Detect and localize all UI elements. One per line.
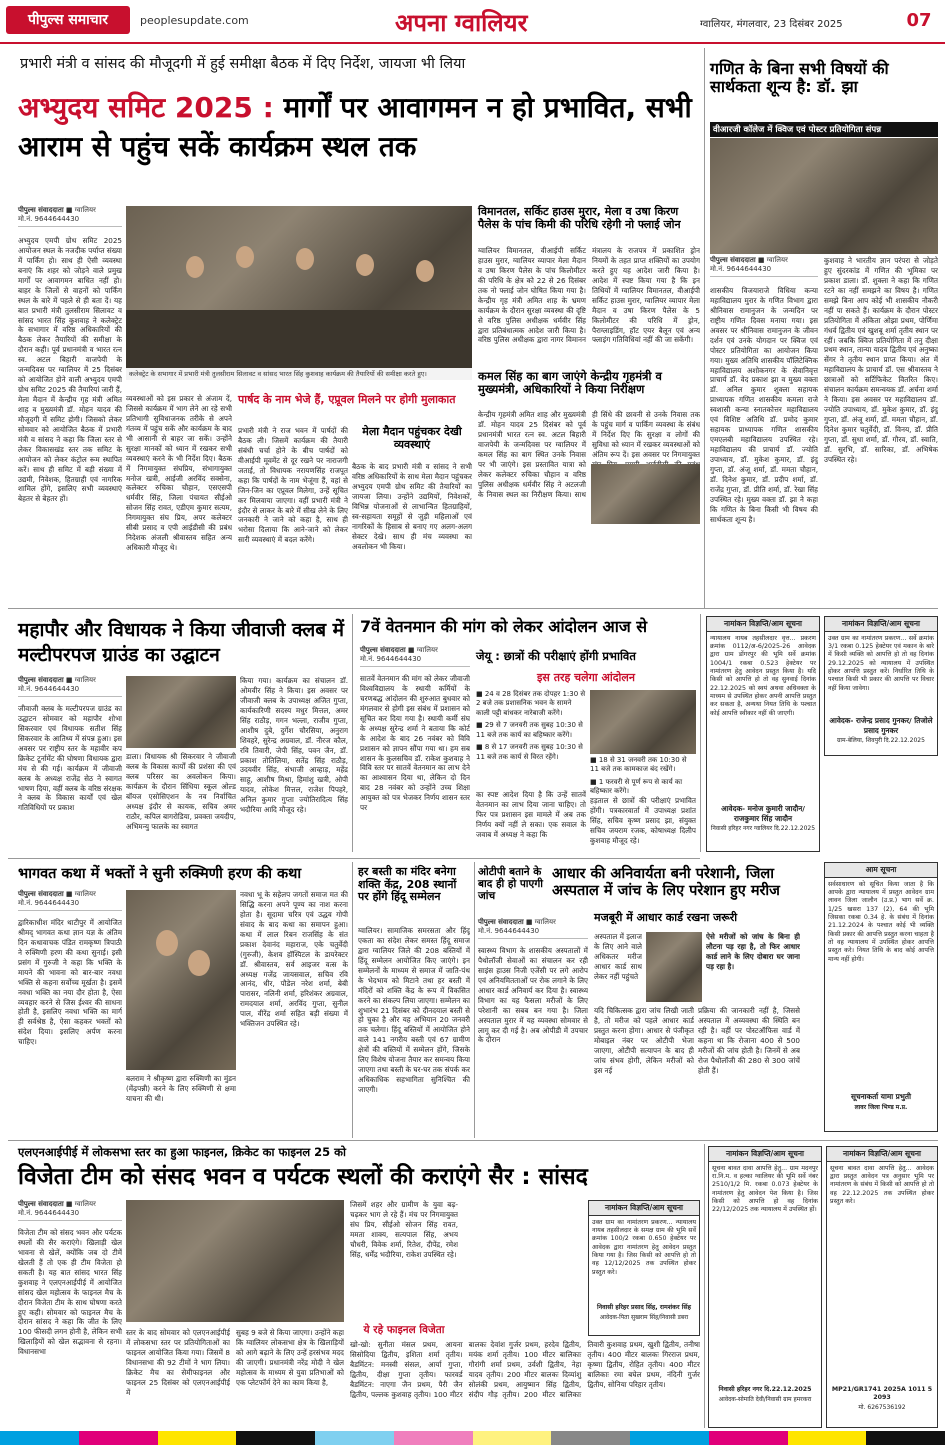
notice-bottom-1 bbox=[588, 1200, 700, 1336]
vetan-body: सातवें वेतनमान की मांग को लेकर जीवाजी विश्वविद्यालय के स्थायी कर्मियों के चरणबद्ध आंदोलन की शुरुआत बुधवार को मंगलवार से होगी इस संबंध में प्रशासन को सूचित कर दिया गया है। स्थायी कर्मी संघ के अध्यक्ष सुरेन्द्र शर्मा ने बताया कि कोर्ट के आदेश के बाद 26 नवंबर को विवि प्रशासन को ज्ञापन सौंपा गया था। हम सब शासन के कुलसचिव डॉ. राकेश कुशवाह ने विवि स्तर पर सातवें वेतनमान का लाभ देने का आश्वासन दिया था, लेकिन दो दिन बाद 28 नवंबर को उन्होंने उच्च शिक्षा आयुक्त को पत्र भेजकर निर्णय शासन स्तर पर bbox=[360, 674, 470, 813]
cricket-body-3: सुबह 9 बजे से किया जाएगा। उन्होंने कहा कि ग्वालियर लोकसभा क्षेत्र के खिलाड़ियों को आगे बढ़ाने के लिए उन्हें हरसंभव मदद की जाएगी। प्रधानमंत्री नरेंद्र मोदी ने खेल महोत्सव के माध्यम से युवा प्रतिभाओं को एक प्लेटफॉर्म देने का काम किया है, bbox=[236, 1328, 344, 1387]
aadhaar-photo bbox=[646, 932, 702, 1002]
hindu-title: हर बस्ती का मंदिर बनेगा शक्ति केंद्र, 208 स्थानों पर होंगे हिंदू सम्मेलन bbox=[358, 865, 457, 904]
section-title: अपना ग्वालियर bbox=[395, 9, 528, 37]
lead-sub1-body: प्रभारी मंत्री ने राज भवन में पार्षदों की बैठक ली। जिसमें कार्यक्रम की तैयारी संबंधी चर्चा होने के बीच पार्षदों को वीआईपी मूवमेंट से दूर रखने पर नाराजगी जताई, तो विधायक नरायणसिंह राजपूत कहा कि पार्षदों के नाम भेजूंगा हैं, वहां से जिन-जिन का एप्रूवल मिलेगा, उन्हें सूचित कर मिलवाया जाएगा। वहीं प्रभारी मंत्री ने इंदौर से लाकर के बारे में सीख लेने के लिए जनकारी ने जाने को कहा है, साथ ही भरोसा दिलाया कि आने-जाने को लेकर सारी व्यवस्थाएं में बदल करेंगे। bbox=[238, 426, 348, 545]
bhagwat-photo-caption: बलराम ने श्रीकृष्ण द्वारा रुक्मिणी का मुंडन (मेंढ़पन्नी) करने के लिए रुक्मिणी से क्षमा याचना की थी। bbox=[126, 1074, 236, 1103]
lead-sub1-title: पार्षद के नाम भेजे हैं, एप्रूवल मिलने पर होगी मुलाकात bbox=[238, 393, 456, 406]
vetan-plan-list-2 bbox=[590, 756, 696, 797]
cricket-photo bbox=[126, 1200, 344, 1322]
page-number: 07 bbox=[906, 10, 932, 31]
jiwaji-byline: पीपुल्स संवाददाता ■ ग्वालियर मो.नं. 9644644430 bbox=[18, 676, 122, 700]
aadhaar-title: आधार की अनिवार्यता बनी परेशानी, जिला अस्पताल में जांच के लिए परेशान हुए मरीज bbox=[552, 866, 780, 899]
notice-footer: ग्राम-बेलिया, शिवपुरी दि.22.12.2025 bbox=[837, 737, 925, 745]
aadhaar-photo-caption: अस्पताल में इलाज के लिए आने वाले अधिकतर मरीज आधार कार्ड साथ लेकर नहीं पहुंचते bbox=[594, 932, 642, 981]
bhagwat-title: भागवत कथा में भक्तों ने सुनी रुक्मिणी हरण की कथा bbox=[18, 866, 302, 882]
notice-title: नामांकन विज्ञप्ति/आम सूचना bbox=[709, 1147, 821, 1162]
ganit-photo bbox=[710, 138, 938, 254]
vetan-plan-item: ■ 18 से 31 जनवरी तक 10:30 से 11 बजे तक कामकाज बंद रखेंगे। bbox=[590, 756, 687, 774]
lead-photo-caption: कलेक्ट्रेट के सभागार में प्रभारी मंत्री तुलसीराम सिलावट व सांसद भारत सिंह कुशवाह कार्यक्रम की तैयारियों की समीक्षा करते हुए। bbox=[126, 368, 472, 380]
bhagwat-byline: पीपुल्स संवाददाता ■ ग्वालियर मो.नं. 9644644430 bbox=[18, 890, 122, 914]
ganit-byline: पीपुल्स संवाददाता ■ ग्वालियर मो.नं. 9644644430 bbox=[710, 256, 818, 280]
vetan-body-3: हड़ताल से छात्रों की परीक्षाएं प्रभावित होंगी। पत्रकारवार्ता में उपाध्यक्ष प्रशांत सिंह, सचिव कृष्ण प्रसाद झा, संयुक्त सचिव जयराम रजक, कोषाध्यक्ष दिलीप कुशवाह मौजूद रहे। bbox=[590, 796, 696, 845]
notice-footer: आवेदक-पिता सुखराम सिंह/निवासी डबरा bbox=[599, 1314, 689, 1322]
cricket-body-4: जिसमें शहर और ग्रामीण के युवा बढ़-चढ़कर भाग ले रहे हैं। मंच पर निगमायुक्त संघ प्रिय, सीईओ सोजन सिंह रावत, ममता शाक्य, सत्यपाल सिंह, अभय चौधरी, विवेक शर्मा, रितेश, दीपेंद्र, रमेश सिंह, धर्मेंद्र भदौरिया, राकेश उपस्थित रहे। bbox=[350, 1200, 458, 1259]
notice-signature: आवेदक- मनोज कुमारी जादौन/ राजकुमार सिंह जादौन bbox=[721, 803, 805, 823]
cricket-kicker: एलएनआईपीई में लोकसभा स्तर का हुआ फाइनल, क्रिकेट का फाइनल 25 को bbox=[18, 1145, 346, 1159]
vetan-subtitle: जेयू : छात्रों की परीक्षाएं होंगी प्रभावित bbox=[476, 649, 636, 663]
bhagwat-photo bbox=[126, 890, 236, 1070]
notice-footer: लावर जिला भिण्ड म.प्र. bbox=[854, 1103, 908, 1111]
aadhaar-body: स्वास्थ्य विभाग के शासकीय अस्पतालों में पैथोलॉजी सेवाओं का संचालन कर रही साइंस हाउस निजी एजेंसी पर लगे आरोप एवं अनियमितताओं पर रोक लगाने के लिए आधार कार्ड अनिवार्य कर दिया है। स्वास्थ्य विभाग का यह फैसला मरीजों के लिए परेशानी का सबब बन गया है। जिला अस्पताल मुरार में यह व्यवस्था सोमवार से लागू कर दी गई है। अब ओपीडी में उपचार के दौरान bbox=[478, 946, 588, 1045]
notice-bottom-3 bbox=[826, 1146, 938, 1428]
ganit-body-2: कुशवाह ने भारतीय ज्ञान परंपरा से जोड़ते हुए सुंदरकांड में गणित की भूमिका पर प्रकाश डाला। डॉ. शुक्ला ने कहा कि गणित रटने का नहीं समझने का विषय है। गणित समझे बिना आप कोई भी शासकीय नौकरी नहीं पा सकते हैं। कार्यक्रम के दौरान पोस्टर प्रतियोगिता में अंकिता ओझा प्रथम, पोर्णिमा गंधर्व द्वितीय एवं खुशबू शर्मा तृतीय स्थान पर रहीं। जबकि क्विज प्रतियोगिता में तनु दीक्षा प्रथम स्थान, तान्या यादव द्वितीय एवं अनुष्का सेंगर ने तृतीय स्थान प्राप्त किया। अंत में महाविद्यालय के प्राचार्य डॉ. एस श्रीवास्तव ने छात्राओं को सर्टिफिकेट वितरित किए। संचालन कार्यक्रम समन्वयक डॉ. अर्चना शर्मा ने किया। इस अवसर पर महाविद्यालय डॉ. ज्योति उपाध्याय, डॉ. मुकेश कुमार, डॉ. इंदु गुप्ता, डॉ. अंजू शर्मा, डॉ. ममता चौहान, डॉ. दिनेश कुमार चतुर्वेदी, डॉ. विनय, डॉ. प्रीति गुप्ता, डॉ. सुधा शर्मा, डॉ. गौरव, डॉ. स्वाति, डॉ. सुरभि, डॉ. सारिका, डॉ. अभिषेक उपस्थित रहे। bbox=[824, 256, 938, 464]
notice-title: नामांकन विज्ञप्ति/आम सूचना bbox=[707, 617, 819, 632]
website-link[interactable]: peoplesupdate.com bbox=[140, 14, 249, 27]
notice-title: नामांकन विज्ञप्ति/आम सूचना bbox=[827, 1147, 937, 1162]
vetan-plan-item: ■ 8 से 17 जनवरी तक सुबह 10:30 से 11 बजे तक कार्य से विरत रहेंगे। bbox=[476, 743, 583, 761]
aadhaar-body-3: प्रक्रिया की जानकारी नहीं है, जिससे अस्पताल में अव्यवस्था की स्थिति बन रही है। वहीं पर पोस्टऑफिस वार्ड में कहना था कि रोजाना 400 से 500 मरीजों की जांच होती है। जिनमें से अब रोज पैथोलॉजी की 280 से 300 जांचें होती हैं। bbox=[698, 1006, 800, 1075]
cricket-body: विजेता टीम को संसद भवन और पर्यटक स्थलों की सैर कराएंगे। खिलाड़ी खेल भावना से खेलें, क्योंकि जब दो टीमें खेलती हैं तो एक ही टीम विजेता हो सकती है। यह बात सांसद भारत सिंह कुशवाह ने एलएनआईपीई में आयोजित सांसद खेल महोत्सव के फाइनल मैच के दौरान विजेता टीम के साथ घोषणा करते हुए कही। सोमवार को फाइनल मैच के दौरान सांसद ने कहा कि जीत के लिए 100 फीसदी लगन होनी है, लेकिन सभी खिलाड़ियों को खेल सद्भावना से रहना। विधानसभा bbox=[18, 1228, 122, 1357]
ganit-subtitle: वीआरजी कॉलेज में क्विज एवं पोस्टर प्रतियोगिता संपन्न bbox=[710, 122, 938, 137]
notice-body: उक्त ग्राम का नामांतरण प्रकरण... सर्वे क्रमांक 3/1 रकबा 0.125 हेक्टेयर एवं मकान के बारे में किसी व्यक्ति को आपत्ति हो तो वह दिनांक 29.12.2025 को न्यायालय में उपस्थित होकर आपत्ति प्रस्तुत करें। निर्धारित तिथि के पश्चात किसी भी प्रकार की आपत्ति पर विचार नहीं किया जावेगा। bbox=[828, 634, 934, 692]
notice-body: उक्त ग्राम का नामांतरण प्रकरण... न्यायालय नायब तहसीलदार के समक्ष ग्राम की भूमि सर्वे क्रमांक 100/2 रकबा 0.650 हेक्टेयर पर आवेदक द्वारा नामांतरण हेतु आवेदन प्रस्तुत किया गया है। जिस किसी को आपत्ति हो तो वह 12/12/2025 तक उपस्थित होकर प्रस्तुत करे। bbox=[592, 1218, 696, 1276]
cricket-body-2: स्तर के बाद सोमवार को एलएनआईपीई में लोकसभा स्तर पर प्रतियोगिताओं का फाइनल आयोजित किया गया। जिसमें 8 विधानसभा की 92 टीमों ने भाग लिया। क्रिकेट मैच का सेमीफाइनल और फाइनल 25 दिसंबर को एलएनआईपीई में bbox=[126, 1328, 230, 1397]
bhagwat-body: द्वारिकाधीश मंदिर थाटीपुर में आयोजित श्रीमद् भागवत कथा ज्ञान यज्ञ के अंतिम दिन कथावाचक पंडित रामकृष्ण त्रिपाठी ने रुक्मिणी हरण की कथा सुनाई। इसी प्रसंग में गुरुजी ने कहा कि भक्ति के मायने की भावना को बार-बार नवधा भक्ति से कहना सर्वोच्च मूर्खता है। इसमें नवधा भक्ति का नया दौर होता है, ऐसा व्यवहार करने से जिस ईश्वर की साधना होती है, इसलिए नवधा भक्ति का मार्ग ही सर्वश्रेष्ठ है, ऐसा कहकर भक्तों को संदेश दिया। इसलिए अर्पण करना चाहिए। bbox=[18, 918, 122, 1047]
lead-sub1 bbox=[238, 394, 472, 410]
lead-headline-black: मार्गों पर आवागमन न हो प्रभावित, सभी आराम से पहुंच सकें कार्यक्रम स्थल तक bbox=[18, 91, 692, 164]
masthead bbox=[0, 0, 945, 44]
jiwaji-photo-caption: डाला। विधायक श्री सिकरवार ने जीवाजी क्लब के विकास कार्यों की प्रशंसा की एवं क्लब परिसर का अवलोकन किया। कार्यक्रम के दौरान सिंधिया स्कूल ओल्ड बॉयज एसोसिएशन के नव निर्वाचित अध्यक्ष इंदौर से कायक, सचिव अमर राठौर, कपिल बागरोडिया, प्रवक्ता जयदीप, अभिमन्यु फालके का स्वागत bbox=[126, 752, 236, 831]
nofly-body: ग्वालियर विमानतल, वीआईपी सर्किट हाउस मुरार, ग्वालियर व्यापार मेला मैदान व उषा किरण पैलेस के पांच किलोमीटर की परिधि के क्षेत्र को 22 से 26 दिसंबर तक नो फ्लाई जोन घोषित किया गया है। केन्द्रीय गृह मंत्री अमित शाह के भ्रमण कार्यक्रम के दौरान सुरक्षा व्यवस्था की दृष्टि से वरिष्ठ पुलिस अधीक्षक धर्मवीर सिंह द्वारा प्रतिबंधात्मक आदेश जारी किया है। वरिष्ठ पुलिस अधीक्षक द्वारा नागर विमानन मंत्रालय के राजपत्र में प्रकाशित ड्रोन नियमों के तहत प्राप्त शक्तियों का उपयोग करते हुए यह आदेश जारी किया है। आदेश में स्पष्ट किया गया है कि इन तिथियों में ग्वालियर विमानतल, वीआईपी सर्किट हाउस मुरार, ग्वालियर व्यापार मेला मैदान व उषा किरण पैलेस के 5 किलोमीटर की परिधि में ड्रोन, पैराग्लाइडिंग, हॉट एयर बैलून एवं अन्य फ्लाइंग गतिविधियां नहीं की जा सकेंगी। bbox=[478, 246, 700, 345]
notice-title: नामांकन विज्ञप्ति/आम सूचना bbox=[589, 1201, 699, 1216]
vetan-photo bbox=[590, 690, 696, 754]
aadhaar-byline: पीपुल्स संवाददाता ■ ग्वालियर मो.नं. 9644644430 bbox=[478, 918, 588, 942]
notice-body: न्यायालय नायब तहसीलदार वृत्त... प्रकरण क्रमांक 0112/अ-6/2025-26 आवेदक द्वारा ग्राम डोंगरपुर की भूमि सर्वे क्रमांक 1004/1 रकबा 0.523 हेक्टेयर पर नामांतरण हेतु आवेदन प्रस्तुत किया है। यदि किसी को आपत्ति हो तो वह सुनवाई दिनांक 22.12.2025 को स्वयं अथवा अधिवक्ता के माध्यम से उपस्थित होकर अपनी आपत्ति प्रस्तुत कर सकता है, अन्यथा नियत तिथि के पश्चात कोई आपत्ति स्वीकार नहीं की जाएगी। bbox=[710, 634, 816, 717]
paper-logo: पीपुल्स समाचार bbox=[6, 6, 130, 34]
lead-kicker: प्रभारी मंत्री व सांसद की मौजूदगी में हुई समीक्षा बैठक में दिए निर्देश, जायजा भी लिया bbox=[20, 56, 466, 72]
otp-title: ओटीपी बताने के बाद ही हो पाएगी जांच bbox=[478, 866, 543, 903]
vetan-plan-item: ■ 1 फरवरी से पूर्ण रूप से कार्य का बहिष्कार करेंगे। bbox=[590, 777, 683, 796]
vetan-plan-list bbox=[476, 690, 586, 765]
kamal-photo bbox=[591, 464, 700, 524]
jiwaji-body: जीवाजी क्लब के मल्टीपरपज ग्राउंड का उद्घाटन सोमवार को महापौर शोभा सिकरवार एवं विधायक सतीश सिंह सिकरवार के आतिथ्य में संपन्न हुआ। इस अवसर पर राष्ट्रीय स्तर के महावीर कप क्रिकेट टूर्नामेंट की घोषणा विधायक द्वारा मंच से की गई। कार्यक्रम में जीवाजी क्लब के अध्यक्ष राजेंद्र सेठ ने स्वागत भाषण दिया, वहीं क्लब के वरिष्ठ संरक्षक ने क्लब के विकास कार्यों एवं खेल गतिविधियों पर प्रकाश bbox=[18, 704, 122, 813]
notice-title: आम सूचना bbox=[825, 863, 937, 878]
cricket-byline: पीपुल्स संवाददाता ■ ग्वालियर मो.नं. 9644644430 bbox=[18, 1200, 122, 1224]
aadhaar-quote: ऐसे मरीजों को जांच के बिना ही लौटना पड़ रहा है, तो फिर आधार कार्ड लाने के लिए दोबारा घर जाना पड़ रहा है। bbox=[706, 932, 800, 971]
jiwaji-photo bbox=[126, 676, 236, 748]
notice-footer: निवासी हरिहर नगर ग्वालियर दि.22.12.2025 bbox=[710, 825, 816, 833]
vetan-plan-item: ■ 29 से 7 जनवरी तक सुबह 10:30 से 11 बजे तक कार्य का बहिष्कार करेंगे। bbox=[476, 721, 583, 739]
lead-headline bbox=[18, 88, 703, 166]
jiwaji-body-2: किया गया। कार्यक्रम का संचालन डॉ. ओमवीर सिंह ने किया। इस अवसर पर जीवाजी क्लब के उपाध्यक्ष अजित गुप्ता, कार्यकारिणी सदस्य मधुर मित्तल, अमर सिंह राठौड़, गगन भल्ला, राजीव गुप्ता, आशीष दुबे, दुर्गेश चौरसिया, अनुराग शिवहरे, सुरेन्द्र अग्रवाल, डॉ. नीरज कौल, रवि तिवारी, जेपी सिंह, पवन जैन, डॉ. प्रकाश तोतिलिया, सतेंद्र सिंह राठौड़, उदयवीर सिंह, संभाजी आव्हाड़, महेंद्र साहू, आशीष मिश्रा, हिमांशु खत्री, ओपी यादव, लोकेश मित्तल, राजेश पिपहरे, अनिल कुमार गुप्ता ज्योतिरादित्य सिंह भदौरिया आदि मौजूद रहे। bbox=[240, 676, 348, 815]
vetan-body-2: का स्पष्ट आदेश दिया है कि उन्हें सातवें वेतनमान का लाभ दिया जाना चाहिए। तो फिर पत्र प्रशासन इस मामले में अब तक निर्णय क्यों नहीं ले सका। एक सवाल के जवाब में अध्यक्ष ने कहा कि bbox=[476, 790, 586, 839]
notice-signature: MP21/GR1741 2025A 1011 5 2093 bbox=[831, 1385, 933, 1402]
dateline: ग्वालियर, मंगलवार, 23 दिसंबर 2025 bbox=[700, 19, 843, 30]
kamal-title: कमल सिंह का बाग जाएंगे केन्द्रीय गृहमंत्री व मुख्यमंत्री, अधिकारियों ने किया निरीक्षण bbox=[478, 369, 662, 397]
lead-sub2-body: बैठक के बाद प्रभारी मंत्री व सांसद ने सभी वरिष्ठ अधिकारियों के साथ मेला मैदान पहुंचकर अभ्युदय एमपी ग्रोथ समिट की तैयारियों का जायजा लिया। उन्होंने उद्यमियों, निवेशकों, विभिन्न योजनाओं से लाभान्वित हितग्राहियों, स्व-सहायता समूहों से जुड़ी महिलाओं एवं नागरिकों के हिसाब से बनाए गए अलग-अलग सेक्टर देखे। साथ ही मंच व्यवस्था का अवलोकन भी किया। bbox=[352, 462, 472, 551]
kamal-body: केन्द्रीय गृहमंत्री अमित शाह और मुख्यमंत्री डॉ. मोहन यादव 25 दिसंबर को पूर्व प्रधानमंत्री भारत रत्न स्व. अटल बिहारी वाजपेयी के जन्मदिवस पर ग्वालियर में कमल सिंह का बाग स्थित उनके निवास पर भी जाएंगे। इस प्रस्तावित यात्रा को लेकर कलेक्टर रुचिका चौहान व वरिष्ठ पुलिस अधीक्षक धर्मवीर सिंह ने अटलजी के निवास स्थल का निरीक्षण किया। साथ ही सिंधे की छावनी से उनके निवास तक के पहुंच मार्ग व पार्किंग व्यवस्था के संबंध में निर्देश दिए कि सुरक्षा व लोगों की सुविधा को ध्यान में रखकर व्यवस्थाओं को अंतिम रूप दें। इस अवसर पर निगमायुक्त bbox=[478, 410, 700, 499]
cricket-headline: विजेता टीम को संसद भवन व पर्यटक स्थलों की कराएंगे सैर : सांसद bbox=[18, 1164, 588, 1190]
lead-body-2: व्यवस्थाओं को इस प्रकार से अंजाम दें, जिससे कार्यक्रम में भाग लेने आ रहे सभी प्रतिभागी सुविधाजनक तरीके से अपने गंतव्य में पहुंच सकें और कार्यक्रम के बाद भी आसानी से बाहर जा सकें। उन्होंने सुरक्षा मानकों को ध्यान में रखकर सभी व्यवस्थाएं करने के भी निर्देश दिए। बैठक में निगमायुक्त संघप्रिय, संभागायुक्त मनोज खत्री, आईजी अरविंद सक्सेना, कलेक्टर रुचिका चौहान, एसएसपी धर्मवीर सिंह, जिला पंचायत सीईओ सोजन सिंह रावत, एडीएम कुमार सत्यम, निगमायुक्त संघ प्रिय, अपर कलेक्टर सीबी प्रसाद व एपी आईडीसी की प्रबंध निदेशक अंजली श्रीवास्तव सहित अन्य अधिकारी मौजूद थे। bbox=[126, 394, 232, 553]
aadhaar-body-2: यदि चिकित्सक द्वारा जांच लिखी जाती है, तो मरीज को पहले आधार कार्ड प्रस्तुत करना होगा। आधार से पंजीकृत मोबाइल नंबर पर ओटीपी भेजा जाएगा, ओटीपी सत्यापन के बाद ही जांच संभव होगी, लेकिन मरीजों को इस नई bbox=[594, 1006, 694, 1075]
lead-headline-red: अभ्युदय समिट 2025 : bbox=[18, 91, 274, 124]
lead-photo bbox=[126, 206, 472, 368]
notice-signature: आवेदक- राजेन्द्र प्रसाद गुनकर/ तिजोले प्रसाद गुनकर bbox=[829, 715, 933, 735]
notice-title: नामांकन विज्ञप्ति/आम सूचना bbox=[825, 617, 937, 632]
notice-body: सर्वसाधारण को सूचित किया जाता है कि आपके द्वारा न्यायालय में प्रस्तुत आवेदन ग्राम लावन जिला जालौन (उ.प्र.) भाग सर्वे क्र. 1/25 खसरा 137 (2), 64 की भूमि जिसका रकबा 0.34 हे. के संबंध में दिनांक 21.12.2024 के पश्चात कोई भी व्यक्ति किसी प्रकार की आपत्ति प्रस्तुत करना चाहता है तो वह न्यायालय में उपस्थित होकर आपत्ति प्रस्तुत करे। नियत तिथि के बाद कोई आपत्ति मान्य नहीं होगी। bbox=[828, 880, 934, 963]
ganit-body: शासकीय विजयाराजे विधिया कन्या महाविद्यालय मुरार के गणित विभाग द्वारा श्रीनिवास रामानुजन के जन्मदिन पर राष्ट्रीय गणित दिवस मनाया गया। इस अवसर पर श्रीनिवास रामानुजन के जीवन दर्शन एवं उनके योगदान पर क्विज एवं पोस्टर प्रतियोगिता का आयोजन किया गया। मुख्य अतिथि शासकीय पॉलिटेक्निक महाविद्यालय अशोकनगर के सेवानिवृत्त प्राचार्य डॉ. वेद प्रकाश झा व मुख्य वक्ता डॉ. अनिल कुमार शुक्ला सहायक प्राध्यापक गणित शासकीय कमला राजे स्वशासी कन्या स्नातकोत्तर महाविद्यालय एवं विशिष्ट अतिथि डॉ. प्रमोद कुमार सहायक प्राध्यापक गणित शासकीय एमएलबी महाविद्यालय उपस्थित रहे। महाविद्यालय की प्राचार्य डॉ. ज्योति उपाध्याय, डॉ. मुकेश कुमार, डॉ. इंदु गुप्ता, डॉ. अंजू शर्मा, डॉ. ममता चौहान, डॉ. दिनेश कुमार, डॉ. प्रदीप शर्मा, डॉ. राजेंद्र गुप्ता, डॉ. प्रीति शर्मा, डॉ. रेखा सिंह उपस्थित रहे। मुख्य वक्ता डॉ. झा ने कहा कि गणित के बिना किसी भी विषय की सार्थकता शून्य है। bbox=[710, 286, 818, 524]
notice-footer: आवेदक-सोमाति देवी/निवासी ग्राम हमरकरा bbox=[718, 1396, 812, 1404]
ganit-title: गणित के बिना सभी विषयों की सार्थकता शून्य है: डॉ. झा bbox=[710, 59, 889, 97]
notice-body: सूचना बावत दावा आपत्ति हेतु... ग्राम मदनपुर रा.नि.म. व हल्का ग्वालियर की भूमि सर्वे नंबर 2510/1/2 मि. रकबा 0.073 हेक्टेयर के नामांतरण हेतु आवेदन पेश किया है। जिस किसी को आपत्ति हो वह दिनांक 22/12/2025 तक न्यायालय में उपस्थित हों। bbox=[712, 1164, 818, 1214]
bhagwat-body-2: नवधा भू के सहेलप जगतों समाज मत की सिद्धि करना अपने पूण्य का नाश करना होता है। सूदामा चरित्र एवं उद्धव गोपी संवाद के बाद कथा का समापन हुआ। कथा में लाल रिबन राजसिंह के संत प्रकाश देवानंद महाराज, एके चतुर्वेदी (गुरुजी), केशव हॉस्पिटल के डायरेक्टर डॉ. श्रीवास्तव, सर्व आइजर वत्स के अध्यक्ष गजेंद्र जायसवाल, सचिव रवि आनंद, धीर, पौडेल नरेश शर्मा, बेबी पारासर, नलिनी शर्मा, हरिशंकर अग्रवाल, रामदयाल शर्मा, अरविंद गुप्ता, सुनील पाल, वीरेंद्र शर्मा सहित बड़ी संख्या में भक्तिजन उपस्थित रहे। bbox=[240, 890, 348, 1029]
lead-sub2-title: मेला मैदान पहुंचकर देखी व्यवस्थाएं bbox=[362, 425, 462, 451]
notice-signature: निवासी हरिहर प्रसाद सिंह, रामशंकर सिंह bbox=[597, 1303, 691, 1311]
lead-byline: पीपुल्स संवाददाता ■ ग्वालियर मो.नं. 9644644430 bbox=[18, 206, 122, 230]
notice-footer: मो. 6267536192 bbox=[858, 1404, 906, 1412]
cricket-results: खो-खो: सुनीता मंसल प्रथम, आयना सिसोदिया द्वितीय, इशिता शर्मा तृतीय। बैडमिंटन: मनस्वी संसल, आर्या गुप्ता, द्वितीय, दीक्षा गुप्ता तृतीय। फारवर्ड बैडमिंटन: नाएगा जैन प्रथम, पैरी जैन द्वितीय, पल्लक कुशवाह तृतीय। 100 मीटर बालकः देवांश गुर्जर प्रथम, हरदेव द्वितीय, मयंक शर्मा तृतीय। 100 मीटर बालिकाः गौरांगी शर्मा प्रथम, उर्वशी द्वितीय, नेहा यादव तृतीय। 200 मीटर बालकः दिव्यांशु सोलंकी प्रथम, आयुष्मान सिंह द्वितीय, संदीप गौड़ तृतीय। 200 मीटर बालिकाः तिवारी कुशवाह प्रथम, खुशी द्वितीय, तनीषा तृतीय। 400 मीटर बालकः गिरराज प्रथम, कृष्णा द्वितीय, रोहित तृतीय। 400 मीटर बालिकाः रमा बघेल प्रथम, नंदिनी गुर्जर द्वितीय, सोनिया परिहार तृतीय। bbox=[350, 1340, 700, 1399]
notice-mid-2 bbox=[824, 616, 938, 756]
vetan-byline: पीपुल्स संवाददाता ■ ग्वालियर मो.नं. 9644644430 bbox=[360, 646, 470, 670]
vetan-plan-title: इस तरह चलेगा आंदोलन bbox=[537, 671, 635, 684]
notice-signature: निवासी हरिहर नगर दि.22.12.2025 bbox=[718, 1385, 812, 1393]
vetan-title: 7वें वेतनमान की मांग को लेकर आंदोलन आज से bbox=[360, 617, 648, 636]
nofly-title: विमानतल, सर्किट हाउस मुरार, मेला व उषा किरण पैलेस के पांच किमी की परिधि रहेगी नो फ्लाई जोन bbox=[478, 205, 681, 231]
notice-body: सूचना बावत दावा आपत्ति हेतु... आवेदक द्वारा प्रस्तुत आवेदन पत्र अनुसार भूमि पर नामांतरण के संबंध में किसी को आपत्ति हो तो वह 22.12.2025 तक उपस्थित होकर प्रस्तुत करे। bbox=[830, 1164, 934, 1206]
aadhaar-subtitle: मजबूरी में आधार कार्ड रखना जरूरी bbox=[594, 911, 738, 924]
aam-suchna-notice bbox=[824, 862, 938, 1132]
notice-signature: सूचनाकर्ता यामा प्रभुती bbox=[851, 1091, 911, 1101]
notice-mid-1 bbox=[706, 616, 820, 852]
hindu-body: ग्वालियर। सामाजिक समरसता और हिंदू एकता का संदेश लेकर समस्त हिंदू समाज द्वारा ग्वालियर जिले की 208 बस्तियों में हिंदू सम्मेलन आयोजित किए जाएंगे। इन सम्मेलनों के माध्यम से समाज में जाति-पंथ के भेदभाव को मिटाने तथा हर बस्ती में मंदिरों को शक्ति केंद्र के रूप में विकसित करने का संकल्प लिया जाएगा। सम्मेलन का शुभारंभ 21 दिसंबर को दीनदयाल बस्ती से हो चुका है और यह अभियान 20 जनवरी तक चलेगा। हिंदू बस्तियों में आयोजित होने वाले 141 नगरीय बस्ती एवं 67 ग्रामीण क्षेत्रों की बस्तियों में सम्मेलन होंगे, जिसके लिए विशेष योजना तैयार कर समन्वय किया जाएगा तथा बस्ती के घर-घर तक संपर्क कर अधिकाधिक सहभागिता सुनिश्चित की जाएगी। bbox=[358, 926, 470, 1094]
print-color-bar bbox=[0, 1431, 945, 1445]
lead-body: अभ्युदय एमपी ग्रोथ समिट 2025 आयोजन स्थल के नजदीक पर्याप्त संख्या में पार्किंग हो। साथ ही ऐसी व्यवस्था बनाएं कि शहर को जोड़ने वाले प्रमुख मार्गों पर आवागमन बाधित नहीं हो। बाहर के जिलों से वाहनों को पार्किंग स्थल के बारे में पहले से ही बता दें। यह बात प्रभारी मंत्री तुलसीराम सिलावट व सांसद भारत सिंह कुशवाह ने कलेक्ट्रेट के सभागार में वरिष्ठ अधिकारियों की बैठक लेकर तैयारियों की समीक्षा के दौरान कही। पूर्व प्रधानमंत्री व भारत रत्न स्व. अटल बिहारी वाजपेयी के जन्मदिवस पर ग्वालियर में 25 दिसंबर को आयोजित होने वाली अभ्युदय एमपी ग्रोथ समिट 2025 की तैयारियां जारी हैं, मेला मैदान में केन्द्रीय गृह मंत्री अमित शाह व मुख्यमंत्री डॉ. मोहन यादव की मौजूदगी में समिट होगी। जिसको लेकर सोमवार को आयोजित बैठक में प्रभारी मंत्री व सांसद ने कहा कि जिला स्तर से लेकर विकासखंड स्तर तक समिट के आयोजन को लेकर कंट्रोल रूम स्थापित करें। साथ ही समिट में बड़ी संख्या में उद्यमी, निवेशक, हितग्राही एवं नागरिक शामिल होंगे, इसलिए सभी व्यवस्थाएं बेहतर से बेहतर हों। bbox=[18, 236, 122, 504]
jiwaji-title: महापौर और विधायक ने किया जीवाजी क्लब में मल्टीपरपज ग्राउंड का उद्घाटन bbox=[18, 619, 345, 666]
cricket-results-title: ये रहे फाइनल विजेता bbox=[363, 1324, 445, 1336]
vetan-plan-item: ■ 24 व 28 दिसंबर तक दोपहर 1:30 से 2 बजे तक प्रशासनिक भवन के सामने काली पट्टी बांधकर नारेबाजी करेंगे। bbox=[476, 690, 586, 717]
notice-bottom-2 bbox=[708, 1146, 822, 1428]
